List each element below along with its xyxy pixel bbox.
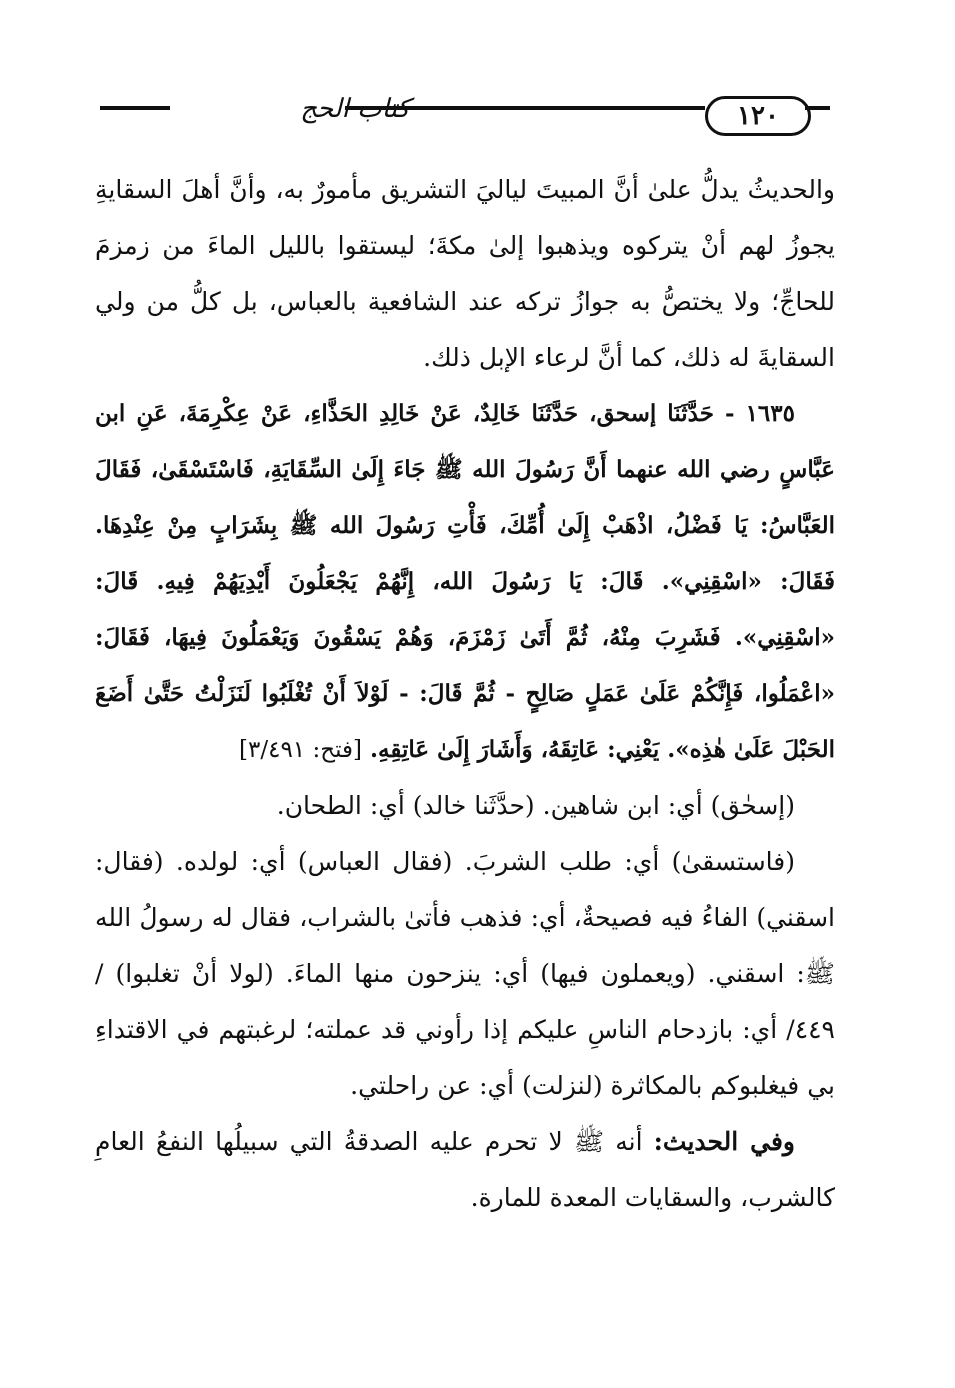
hadith-text: ١٦٣٥ - حَدَّثَنَا إسحق، حَدَّثَنَا خَالِدٌ، عَنْ خَالِدِ الحَذَّاءِ، عَنْ عِكْرِمَةَ، عَنِ ابن عَبَّاسٍ رضي الله عنهما أَنَّ رَسُولَ الله ﷺ جَاءَ إِلَىٰ السِّقَايَةِ، فَاسْتَسْقَىٰ، فَقَالَ العَبَّاسُ: يَا فَضْلُ، اذْهَبْ إِلَىٰ أُمِّكَ، فَأْتِ رَسُولَ الله ﷺ بِشَرَابٍ مِنْ عِنْدِهَا. فَقَالَ: «اسْقِنِي». قَالَ: يَا رَسُولَ الله، إِنَّهُمْ يَجْعَلُونَ أَيْدِيَهُمْ فِيهِ. قَالَ: «اسْقِنِي». فَشَرِبَ مِنْهُ، ثُمَّ أَتَىٰ زَمْزَمَ، وَهُمْ يَسْقُونَ وَيَعْمَلُونَ فِيهَا، فَقَالَ: «اعْمَلُوا، فَإِنَّكُمْ عَلَىٰ عَمَلٍ صَالِحٍ - ثُمَّ قَالَ: - لَوْلاَ أَنْ تُغْلَبُوا لَنَزَلْتُ حَتَّىٰ أَضَعَ الحَبْلَ عَلَىٰ هٰذِه». يَعْنِي: عَاتِقَهُ، وَأَشَارَ إِلَىٰ عَاتِقِهِ. bbox=[95, 400, 835, 763]
closing-paragraph bbox=[95, 1114, 835, 1226]
header-rule-right-short bbox=[805, 106, 830, 110]
closing-text: أنه ﷺ لا تحرم عليه الصدقةُ التي سبيلُها النفعُ العامِ كالشرب، والسقايات المعدة للمارة. bbox=[95, 1127, 835, 1212]
page-number: ١٢٠ bbox=[705, 96, 811, 136]
header-rule-middle bbox=[345, 106, 705, 110]
hadith-paragraph bbox=[95, 386, 835, 778]
intro-paragraph: والحديثُ يدلُّ علىٰ أنَّ المبيتَ لياليَ التشريق مأمورٌ به، وأنَّ أهلَ السقايةِ يجوزُ لهم أنْ يتركوه ويذهبوا إلىٰ مكةَ؛ ليستقوا بالليل الماءَ من زمزمَ للحاجِّ؛ ولا يختصُّ به جوازُ تركه عند الشافعية بالعباس، بل كلُّ من ولي السقايةَ له ذلك، كما أنَّ لرعاء الإبل ذلك. bbox=[95, 175, 835, 372]
closing-label: وفي الحديث: bbox=[653, 1127, 795, 1156]
commentary-paragraph: (فاستسقىٰ) أي: طلب الشربَ. (فقال العباس) أي: لولده. (فقال: اسقني) الفاءُ فيه فصيحةٌ، أي: فذهب فأتىٰ بالشراب، فقال له رسولُ الله ﷺ: اسقني. (ويعملون فيها) أي: ينزحون منها الماءَ. (لولا أنْ تغلبوا) /٤٤٩/ أي: بازدحام الناسِ عليكم إذا رأوني قد عملته؛ لرغبتهم في الاقتداءِ بي فيغلبوكم بالمكاثرة (لنزلت) أي: عن راحلتي. bbox=[95, 847, 835, 1100]
hadith-reference: [فتح: ٣/٤٩١] bbox=[239, 737, 362, 763]
book-title: كتاب الحج bbox=[300, 94, 410, 124]
commentary-line-1: (إسحٰق) أي: ابن شاهين. (حدَّثَنا خالد) أي: الطحان. bbox=[276, 791, 795, 820]
page-header bbox=[100, 88, 830, 138]
header-rule-left-short bbox=[100, 106, 170, 110]
body-text bbox=[95, 162, 835, 1226]
